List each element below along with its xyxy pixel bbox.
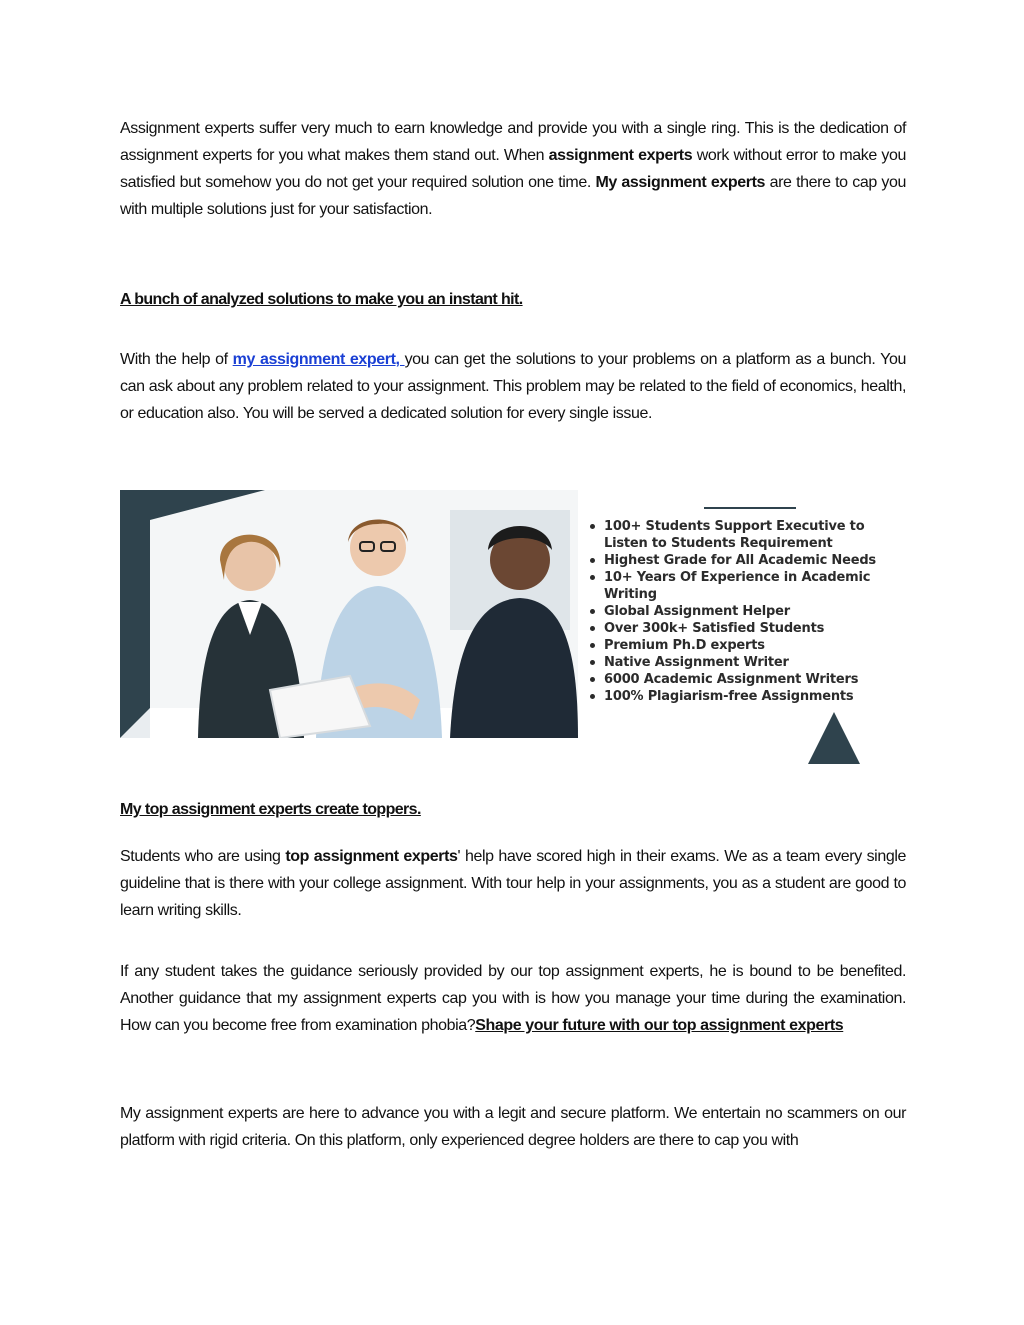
guidance-text-1: If any student takes the guidance seriously provided by our top assignment experts, he is bound to be benefited. Another guidance that my assignment experts cap you with is how you manage your time during the examination. How can you become free from examination phobia? [120,963,906,1034]
my-assignment-expert-link[interactable]: my assignment expert, [232,351,405,368]
shape-your-future-link[interactable]: Shape your future with our top assignment experts [475,1017,844,1034]
guidance-paragraph [120,958,906,1039]
intro-text-3: are there to cap you with multiple solutions just for your satisfaction. [120,174,907,218]
team-meeting-photo [120,490,578,738]
toppers-text-2: ' help have scored high in their exams. We as a team every single guideline that is there with your college assignment. With tour help in your assignments, you as a student are good to learn writing skills. [120,848,906,919]
panel-divider [704,507,796,509]
intro-text-1: Assignment experts suffer very much to earn knowledge and provide you with a single ring. This is the dedication of assignment experts for you what makes them stand out. When [120,120,906,164]
toppers-bold-1: top assignment experts [285,848,458,865]
intro-paragraph [120,115,906,223]
toppers-paragraph [120,843,906,924]
feature-item: 100% Plagiarism-free Assignments [586,688,904,705]
feature-item: 100+ Students Support Executive to Listen to Students Requirement [586,518,904,552]
feature-item: Over 300k+ Satisfied Students [586,620,904,637]
section-heading-toppers: My top assignment experts create toppers. [120,801,421,818]
feature-item: Premium Ph.D experts [586,637,904,654]
intro-text-2: work without error to make you satisfied but somehow you do not get your required solution one time. [120,147,906,191]
solutions-text-1: With the help of [120,351,233,368]
feature-item: Native Assignment Writer [586,654,904,671]
intro-bold-1: assignment experts [548,147,693,164]
feature-list [586,518,904,705]
triangle-decoration [808,712,860,764]
solutions-text-2: you can get the solutions to your problems on a platform as a bunch. You can ask about any problem related to your assignment. This problem may be related to the field of economics, health, or education also. You will be served a dedicated solution for every single issue. [120,351,906,422]
feature-item: 10+ Years Of Experience in Academic Writing [586,569,904,603]
promo-banner [120,490,906,770]
feature-item: Global Assignment Helper [586,603,904,620]
platform-text-1: My assignment experts are here to advance you with a legit and secure platform. We entertain no scammers on our platform with rigid criteria. On this platform, only experienced degree holders are there to cap you with [120,1105,906,1149]
toppers-text-1: Students who are using [120,848,286,865]
platform-paragraph [120,1100,906,1154]
feature-panel [586,490,906,770]
team-meeting-illustration [120,490,578,738]
solutions-paragraph [120,346,906,427]
feature-item: Highest Grade for All Academic Needs [586,552,904,569]
feature-item: 6000 Academic Assignment Writers [586,671,904,688]
section-heading-solutions: A bunch of analyzed solutions to make you an instant hit. [120,291,523,308]
intro-bold-2: My assignment experts [595,174,766,191]
